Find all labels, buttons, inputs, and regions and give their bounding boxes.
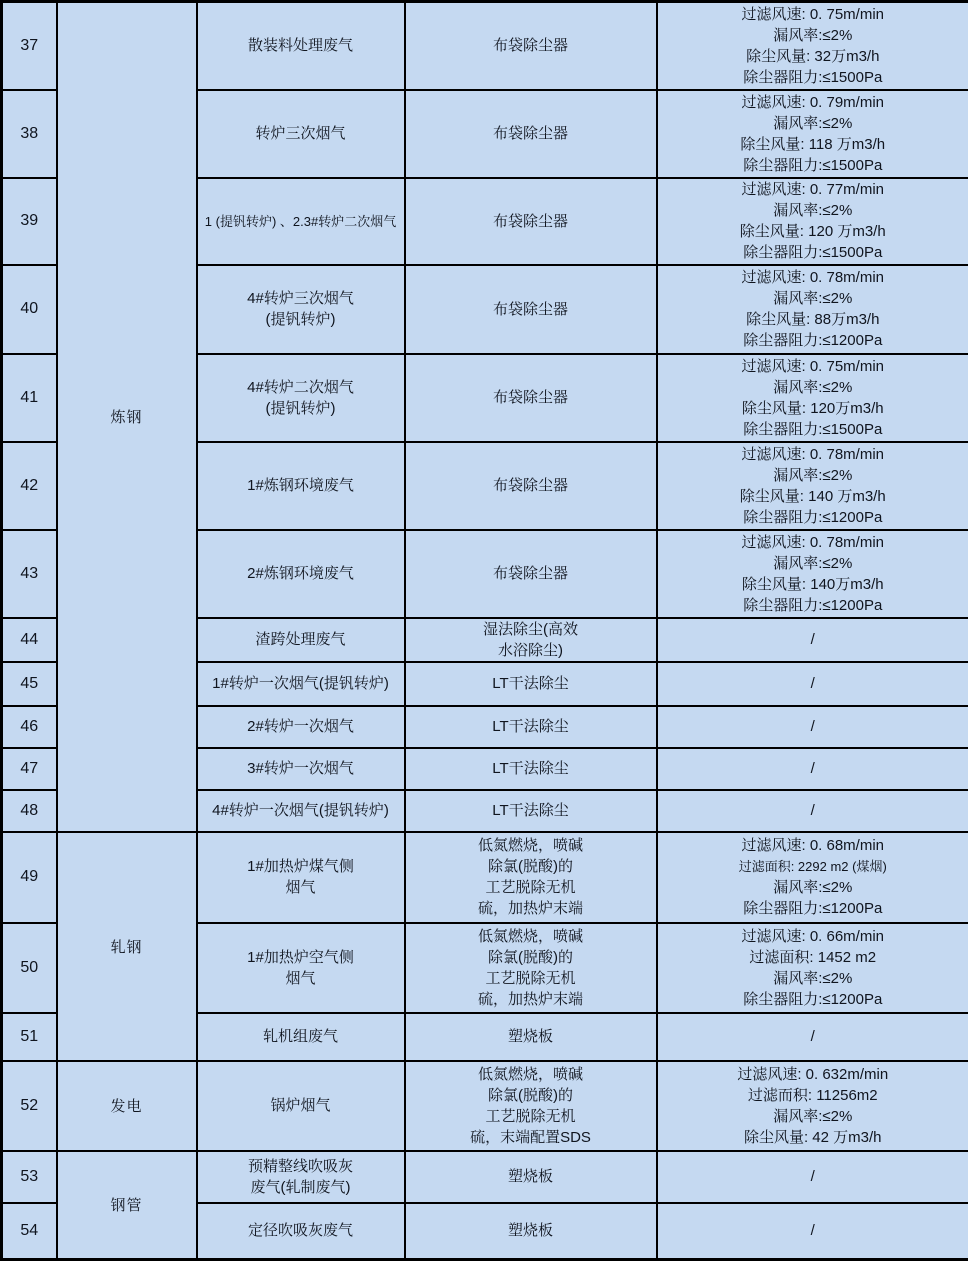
- equipment-cell: [405, 1013, 657, 1061]
- table-row: [2, 2, 968, 90]
- param-line: 过滤风速: 0. 78m/min: [661, 532, 966, 553]
- equipment-line: LT干法除尘: [409, 758, 653, 779]
- gas-name-cell: [197, 832, 405, 923]
- gas-name-line: 转炉三次烟气: [201, 123, 401, 144]
- param-line: 除尘风量: 120万m3/h: [661, 398, 966, 419]
- row-number-cell: 48: [2, 790, 57, 832]
- gas-name-cell: [197, 790, 405, 832]
- gas-name-cell: [197, 662, 405, 706]
- gas-name-line: 1#加热炉空气侧: [201, 947, 401, 968]
- row-number-cell: 39: [2, 178, 57, 265]
- table-row: [2, 1061, 968, 1151]
- param-line: /: [661, 629, 966, 650]
- param-line: 漏风率:≤2%: [661, 968, 966, 989]
- equipment-line: 低氮燃烧，喷碱: [409, 835, 653, 856]
- equipment-cell: [405, 923, 657, 1013]
- gas-name-line: 3#转炉一次烟气: [201, 758, 401, 779]
- equipment-line: 布袋除尘器: [409, 211, 653, 232]
- equipment-line: 硫，加热炉末端: [409, 989, 653, 1010]
- equipment-line: 布袋除尘器: [409, 299, 653, 320]
- param-line: 过滤风速: 0. 75m/min: [661, 4, 966, 25]
- row-number-cell: 52: [2, 1061, 57, 1151]
- params-cell: [657, 1013, 968, 1061]
- equipment-line: 低氮燃烧，喷碱: [409, 1064, 653, 1085]
- gas-name-line: 轧机组废气: [201, 1026, 401, 1047]
- gas-name-line: 锅炉烟气: [201, 1095, 401, 1116]
- gas-name-line: 1#炼钢环境废气: [201, 475, 401, 496]
- params-cell: [657, 265, 968, 354]
- equipment-cell: [405, 832, 657, 923]
- param-line: 漏风率:≤2%: [661, 200, 966, 221]
- equipment-line: LT干法除尘: [409, 673, 653, 694]
- param-line: 过滤面积: 1452 m2: [661, 947, 966, 968]
- param-line: 过滤而积: 11256m2: [661, 1085, 966, 1106]
- params-cell: [657, 618, 968, 662]
- params-cell: [657, 1203, 968, 1260]
- gas-name-cell: [197, 923, 405, 1013]
- param-line: /: [661, 673, 966, 694]
- gas-name-line: 烟气: [201, 968, 401, 989]
- gas-name-line: 预精整线吹吸灰: [201, 1156, 401, 1177]
- gas-name-cell: [197, 1151, 405, 1203]
- equipment-cell: [405, 265, 657, 354]
- equipment-line: 除氯(脱酸)的: [409, 1085, 653, 1106]
- param-line: 过滤面积: 2292 m2 (煤烟): [661, 856, 966, 877]
- param-line: 除尘器阻力:≤1200Pa: [661, 898, 966, 919]
- gas-name-line: 4#转炉二次烟气: [201, 377, 401, 398]
- category-cell: 炼钢: [57, 2, 197, 832]
- param-line: 漏风率:≤2%: [661, 288, 966, 309]
- gas-name-cell: [197, 265, 405, 354]
- gas-name-cell: [197, 442, 405, 530]
- param-line: /: [661, 1166, 966, 1187]
- param-line: 漏风率:≤2%: [661, 877, 966, 898]
- equipment-line: 硫，末端配置SDS: [409, 1127, 653, 1148]
- gas-name-cell: [197, 354, 405, 442]
- param-line: 除尘器阻力:≤1200Pa: [661, 507, 966, 528]
- row-number-cell: 51: [2, 1013, 57, 1061]
- params-cell: [657, 790, 968, 832]
- param-line: 除尘器阻力:≤1200Pa: [661, 595, 966, 616]
- gas-name-line: 4#转炉一次烟气(提钒转炉): [201, 800, 401, 821]
- gas-name-line: 定径吹吸灰废气: [201, 1220, 401, 1241]
- param-line: 除尘器阻力:≤1500Pa: [661, 242, 966, 263]
- table-row: [2, 832, 968, 923]
- gas-name-line: 2#炼钢环境废气: [201, 563, 401, 584]
- equipment-cell: [405, 2, 657, 90]
- equipment-cell: [405, 1203, 657, 1260]
- equipment-line: 布袋除尘器: [409, 387, 653, 408]
- row-number-cell: 49: [2, 832, 57, 923]
- equipment-cell: [405, 618, 657, 662]
- gas-name-line: (提钒转炉): [201, 309, 401, 330]
- gas-name-line: 渣跨处理废气: [201, 629, 401, 650]
- param-line: 过滤风速: 0. 78m/min: [661, 444, 966, 465]
- equipment-line: 湿法除尘(高效: [409, 619, 653, 640]
- params-cell: [657, 748, 968, 790]
- equipment-line: 布袋除尘器: [409, 563, 653, 584]
- equipment-cell: [405, 706, 657, 748]
- gas-name-cell: [197, 2, 405, 90]
- param-line: 过滤风速: 0. 79m/min: [661, 92, 966, 113]
- gas-name-cell: [197, 618, 405, 662]
- row-number-cell: 44: [2, 618, 57, 662]
- gas-name-line: (提钒转炉): [201, 398, 401, 419]
- param-line: 除尘风量: 140万m3/h: [661, 574, 966, 595]
- gas-name-cell: [197, 748, 405, 790]
- equipment-cell: [405, 1061, 657, 1151]
- equipment-cell: [405, 178, 657, 265]
- gas-name-line: 散装料处理废气: [201, 35, 401, 56]
- gas-name-line: 1#加热炉煤气侧: [201, 856, 401, 877]
- equipment-line: 硫，加热炉末端: [409, 898, 653, 919]
- row-number-cell: 40: [2, 265, 57, 354]
- row-number-cell: 38: [2, 90, 57, 178]
- gas-name-cell: [197, 1013, 405, 1061]
- gas-name-cell: [197, 706, 405, 748]
- params-cell: [657, 2, 968, 90]
- gas-name-line: 2#转炉一次烟气: [201, 716, 401, 737]
- param-line: 除尘风量: 140 万m3/h: [661, 486, 966, 507]
- gas-name-line: 废气(轧制废气): [201, 1177, 401, 1198]
- param-line: 过滤风速: 0. 68m/min: [661, 835, 966, 856]
- equipment-line: 塑烧板: [409, 1166, 653, 1187]
- param-line: 漏风率:≤2%: [661, 465, 966, 486]
- param-line: 过滤风速: 0. 77m/min: [661, 179, 966, 200]
- params-cell: [657, 1151, 968, 1203]
- row-number-cell: 37: [2, 2, 57, 90]
- params-cell: [657, 530, 968, 618]
- param-line: 漏风率:≤2%: [661, 113, 966, 134]
- param-line: 除尘器阻力:≤1200Pa: [661, 989, 966, 1010]
- params-cell: [657, 90, 968, 178]
- gas-name-cell: [197, 530, 405, 618]
- param-line: /: [661, 1026, 966, 1047]
- row-number-cell: 43: [2, 530, 57, 618]
- params-cell: [657, 354, 968, 442]
- param-line: /: [661, 1220, 966, 1241]
- row-number-cell: 53: [2, 1151, 57, 1203]
- equipment-line: 除氯(脱酸)的: [409, 856, 653, 877]
- equipment-line: 水浴除尘): [409, 640, 653, 661]
- param-line: /: [661, 716, 966, 737]
- equipment-cell: [405, 1151, 657, 1203]
- equipment-line: LT干法除尘: [409, 716, 653, 737]
- equipment-line: 工艺脱除无机: [409, 877, 653, 898]
- param-line: 除尘风量: 88万m3/h: [661, 309, 966, 330]
- equipment-line: 布袋除尘器: [409, 123, 653, 144]
- param-line: 除尘风量: 42 万m3/h: [661, 1127, 966, 1148]
- params-cell: [657, 706, 968, 748]
- params-cell: [657, 178, 968, 265]
- row-number-cell: 46: [2, 706, 57, 748]
- params-cell: [657, 832, 968, 923]
- equipment-line: 除氯(脱酸)的: [409, 947, 653, 968]
- equipment-line: 塑烧板: [409, 1026, 653, 1047]
- equipment-cell: [405, 748, 657, 790]
- row-number-cell: 50: [2, 923, 57, 1013]
- param-line: 过滤风速: 0. 78m/min: [661, 267, 966, 288]
- category-cell: 发电: [57, 1061, 197, 1151]
- equipment-line: 工艺脱除无机: [409, 968, 653, 989]
- gas-name-line: 1#转炉一次烟气(提钒转炉): [201, 673, 401, 694]
- equipment-line: 布袋除尘器: [409, 475, 653, 496]
- param-line: 除尘器阻力:≤1200Pa: [661, 330, 966, 351]
- row-number-cell: 54: [2, 1203, 57, 1260]
- table-row: [2, 1151, 968, 1203]
- param-line: 除尘风量: 120 万m3/h: [661, 221, 966, 242]
- equipment-cell: [405, 442, 657, 530]
- param-line: 除尘器阻力:≤1500Pa: [661, 155, 966, 176]
- param-line: 过滤风速: 0. 75m/min: [661, 356, 966, 377]
- param-line: 过滤风速: 0. 632m/min: [661, 1064, 966, 1085]
- gas-name-cell: [197, 1203, 405, 1260]
- params-cell: [657, 442, 968, 530]
- param-line: /: [661, 758, 966, 779]
- category-cell: 钢管: [57, 1151, 197, 1260]
- equipment-cell: [405, 530, 657, 618]
- param-line: 漏风率:≤2%: [661, 25, 966, 46]
- param-line: 漏风率:≤2%: [661, 553, 966, 574]
- params-cell: [657, 1061, 968, 1151]
- equipment-line: 塑烧板: [409, 1220, 653, 1241]
- gas-name-line: 4#转炉三次烟气: [201, 288, 401, 309]
- row-number-cell: 42: [2, 442, 57, 530]
- equipment-cell: [405, 90, 657, 178]
- params-cell: [657, 923, 968, 1013]
- gas-name-line: 烟气: [201, 877, 401, 898]
- gas-name-cell: [197, 178, 405, 265]
- param-line: 除尘风量: 118 万m3/h: [661, 134, 966, 155]
- params-cell: [657, 662, 968, 706]
- param-line: 除尘器阻力:≤1500Pa: [661, 419, 966, 440]
- equipment-line: 低氮燃烧，喷碱: [409, 926, 653, 947]
- gas-name-cell: [197, 90, 405, 178]
- param-line: 漏风率:≤2%: [661, 1106, 966, 1127]
- param-line: 除尘风量: 32万m3/h: [661, 46, 966, 67]
- param-line: 除尘器阻力:≤1500Pa: [661, 67, 966, 88]
- param-line: /: [661, 800, 966, 821]
- equipment-line: 布袋除尘器: [409, 35, 653, 56]
- row-number-cell: 45: [2, 662, 57, 706]
- equipment-line: LT干法除尘: [409, 800, 653, 821]
- row-number-cell: 47: [2, 748, 57, 790]
- equipment-cell: [405, 354, 657, 442]
- category-cell: 轧钢: [57, 832, 197, 1061]
- equipment-line: 工艺脱除无机: [409, 1106, 653, 1127]
- param-line: 过滤风速: 0. 66m/min: [661, 926, 966, 947]
- equipment-cell: [405, 662, 657, 706]
- param-line: 漏风率:≤2%: [661, 377, 966, 398]
- gas-name-line: 1 (提钒转炉) 、2.3#转炉二次烟气: [201, 211, 401, 232]
- equipment-cell: [405, 790, 657, 832]
- gas-name-cell: [197, 1061, 405, 1151]
- row-number-cell: 41: [2, 354, 57, 442]
